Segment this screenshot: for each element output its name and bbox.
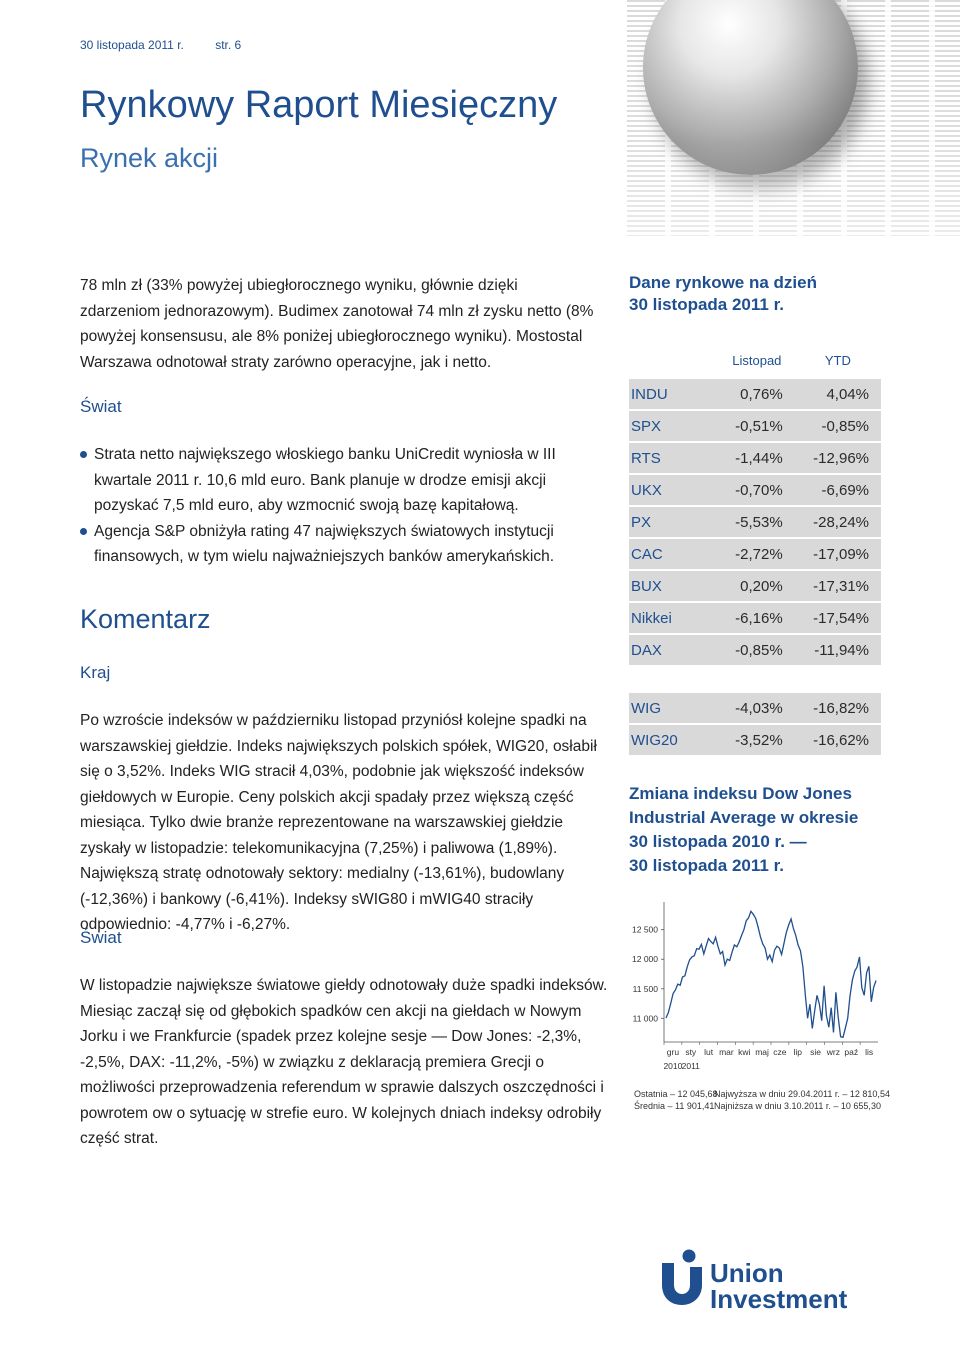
table-row: BUX 0,20% -17,31%	[629, 570, 881, 602]
chart-stat-average: Średnia – 11 901,41	[634, 1101, 715, 1111]
x-tick-label: kwi	[738, 1047, 751, 1057]
company-logo	[710, 1260, 847, 1312]
x-tick-label: sie	[810, 1047, 822, 1057]
section-heading-swiat-2: Świat	[80, 928, 122, 947]
y-tick-label: 11 500	[632, 983, 658, 994]
x-tick-label: lis	[865, 1047, 874, 1057]
x-tick-label: sty	[685, 1047, 697, 1057]
table-row: RTS -1,44% -12,96%	[629, 442, 881, 474]
chart-heading-line3: 30 listopada 2010 r. —	[629, 832, 807, 851]
x-year-label: 2011	[681, 1061, 700, 1071]
chart-axes	[664, 902, 878, 1042]
table-row: DAX -0,85% -11,94%	[629, 634, 881, 665]
y-tick-label: 12 500	[632, 924, 658, 935]
page-title: Rynkowy Raport Miesięczny	[80, 84, 558, 126]
table-row: UKX -0,70% -6,69%	[629, 474, 881, 506]
chart-y-ticks	[632, 925, 664, 1024]
page-header	[80, 38, 269, 52]
section-heading-swiat-1: Świat	[80, 397, 122, 416]
chart-stat-last: Ostatnia – 12 045,68	[634, 1089, 718, 1099]
header-page-number: str. 6	[215, 38, 242, 52]
logo-text-line1: Union	[710, 1258, 784, 1288]
market-data-heading-line2: 30 listopada 2011 r.	[629, 295, 784, 314]
y-tick-label: 12 000	[632, 954, 658, 965]
section-heading-kraj: Kraj	[80, 663, 111, 682]
bullet-item: Agencja S&P obniżyła rating 47 największych światowych instytucji finansowych, w tym wielu najważniejszych banków amerykańskich.	[80, 519, 610, 570]
table-spacer	[629, 665, 881, 692]
news-bullet-list	[80, 442, 610, 570]
section-heading-komentarz: Komentarz	[80, 604, 211, 634]
bullet-item: Strata netto największego włoskiego banku UniCredit wyniosła w III kwartale 2011 r. 10,6 mld euro. Bank planuje w drodze emisji akcji pozyskać 7,5 mld euro, aby wzmocnić swoją bazę kapitałową.	[80, 442, 610, 519]
kraj-paragraph: Po wzroście indeksów w październiku listopad przyniósł kolejne spadki na warszawskiej giełdzie. Indeks największych polskich spółek, WIG20, osłabił się o 3,52%. Indeks WIG stracił 4,03%, podobnie jak większość indeksów giełdowych w Europie. Ceny polskich akcji spadały przez większą część miesiąca. Tylko dwie branże reprezentowane na warszawskiej giełdzie zyskały w listopadzie: telekomunikacyjna (7,25%) i paliwowa (1,89%). Największą stratę odnotowały sektory: medialny (-13,61%), budowlany (-12,36%) i bankowy (-6,41%). Indeksy sWIG80 i mWIG40 straciły odpowiednio: -4,77% i -6,27%.	[80, 712, 597, 933]
chart-series	[666, 911, 876, 1037]
column-header-ytd: YTD	[795, 344, 881, 378]
market-data-table	[629, 344, 881, 755]
x-tick-label: mar	[719, 1047, 734, 1057]
chart-heading-line2: Industrial Average w okresie	[629, 808, 859, 827]
x-tick-label: paź	[844, 1047, 859, 1057]
y-tick-label: 11 000	[632, 1013, 658, 1024]
x-tick-label: wrz	[826, 1047, 841, 1057]
chart-x-ticks	[663, 1042, 873, 1071]
market-data-heading-line1: Dane rynkowe na dzień	[629, 273, 817, 292]
swiat-paragraph: W listopadzie największe światowe giełdy odnotowały duże spadki indeksów. Miesiąc zaczął się od głębokich spadków cen akcji na giełdach w Nowym Jorku i we Frankfurcie (spadek przez kolejne sesje — Dow Jones: -2,3%, -2,5%, DAX: -11,2%, -5%) w związku z deklaracją premiera Grecji o możliwości przeprowadzenia referendum w sprawie dalszych oszczędności i powrotem ow o sytuację w strefie euro. W kolejnych dniach indeksy odrobiły część strat.	[80, 977, 608, 1147]
table-row: WIG20 -3,52% -16,62%	[629, 724, 881, 755]
intro-paragraph: 78 mln zł (33% powyżej ubiegłorocznego wyniku, głównie dzięki zdarzeniom jednorazowym). Budimex zanotował 74 mln zł zysku netto (8% powyżej konsensusu, ale 8% poniżej ubiegłorocznego wyniku). Mostostal Warszawa odnotował straty zarówno operacyjne, jak i netto.	[80, 277, 594, 371]
union-investment-logo-icon	[656, 1249, 708, 1305]
table-row: PX -5,53% -28,24%	[629, 506, 881, 538]
x-tick-label: gru	[666, 1047, 680, 1057]
x-year-label: 2010	[663, 1061, 683, 1071]
logo-text-line2: Investment	[710, 1284, 848, 1314]
table-row: WIG -4,03% -16,82%	[629, 692, 881, 724]
chart-stat-min: Najniższa w dniu 3.10.2011 r. – 10 655,30	[714, 1101, 881, 1111]
chart-stat-max: Najwyższa w dniu 29.04.2011 r. – 12 810,54	[714, 1089, 890, 1099]
chart-heading-line1: Zmiana indeksu Dow Jones	[629, 784, 852, 803]
series-line	[666, 911, 876, 1037]
x-tick-label: maj	[755, 1047, 769, 1057]
table-row: CAC -2,72% -17,09%	[629, 538, 881, 570]
x-tick-label: lut	[704, 1047, 714, 1057]
dow-jones-line-chart	[622, 900, 892, 1090]
x-tick-label: cze	[773, 1047, 787, 1057]
market-data-heading	[629, 272, 817, 316]
globe-newspaper-image	[627, 0, 960, 236]
chart-heading	[629, 782, 858, 878]
column-header-month: Listopad	[719, 344, 795, 378]
page-subtitle: Rynek akcji	[80, 143, 219, 173]
table-row: Nikkei -6,16% -17,54%	[629, 602, 881, 634]
x-tick-label: lip	[793, 1047, 803, 1057]
table-row: SPX -0,51% -0,85%	[629, 410, 881, 442]
chart-heading-line4: 30 listopada 2011 r.	[629, 856, 784, 875]
header-date: 30 listopada 2011 r.	[80, 38, 184, 52]
table-row: INDU 0,76% 4,04%	[629, 378, 881, 410]
